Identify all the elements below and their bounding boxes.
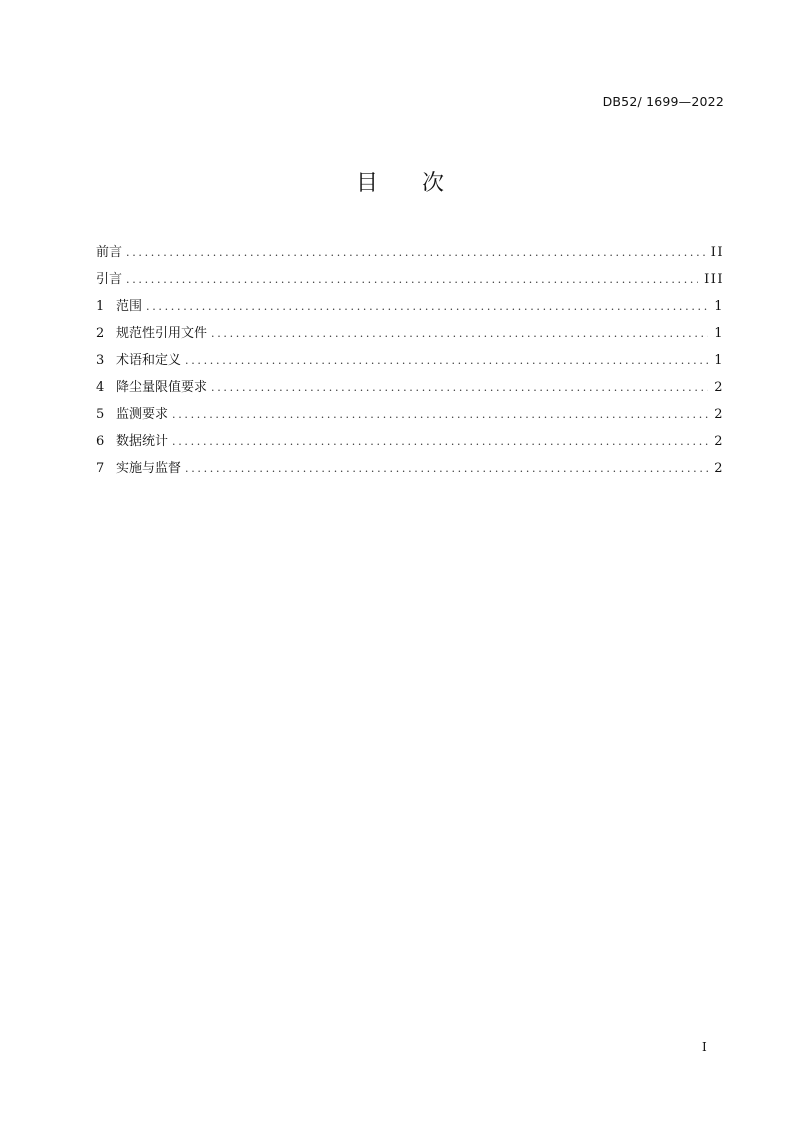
- toc-entry-data-statistics[interactable]: [96, 428, 724, 455]
- toc-page-number: II: [710, 245, 724, 260]
- document-code: DB52/ 1699—2022: [602, 94, 724, 109]
- toc-page-number: III: [704, 272, 724, 287]
- toc-leader-dots: [172, 428, 708, 455]
- toc-section-number: 7: [96, 461, 105, 476]
- toc-label: 范围: [116, 299, 143, 314]
- toc-label: 前言: [96, 245, 123, 260]
- toc-section-number: 6: [96, 434, 105, 449]
- title-char-1: 目: [355, 171, 378, 196]
- toc-leader-dots: [126, 239, 705, 266]
- toc-label: 引言: [96, 272, 123, 287]
- toc-leader-dots: [146, 293, 708, 320]
- toc-page-number: 2: [714, 380, 724, 395]
- toc-leader-dots: [211, 320, 708, 347]
- toc-entry-monitoring[interactable]: [96, 401, 724, 428]
- toc-entry-implementation[interactable]: [96, 455, 724, 482]
- toc-label: 数据统计: [116, 434, 169, 449]
- toc-page-number: 2: [714, 407, 724, 422]
- toc-section-number: 3: [96, 353, 105, 368]
- toc-entry-normative-references[interactable]: [96, 320, 724, 347]
- page-title: [0, 166, 800, 197]
- toc-label: 降尘量限值要求: [116, 380, 208, 395]
- toc-label: 实施与监督: [116, 461, 182, 476]
- toc-leader-dots: [172, 401, 708, 428]
- toc-page-number: 1: [714, 299, 724, 314]
- toc-leader-dots: [185, 455, 708, 482]
- toc-label: 规范性引用文件: [116, 326, 208, 341]
- toc-section-number: 5: [96, 407, 105, 422]
- table-of-contents: [96, 239, 724, 482]
- toc-page-number: 1: [714, 353, 724, 368]
- toc-leader-dots: [185, 347, 708, 374]
- toc-page-number: 2: [714, 434, 724, 449]
- toc-section-number: 2: [96, 326, 105, 341]
- toc-entry-scope[interactable]: [96, 293, 724, 320]
- toc-entry-introduction[interactable]: [96, 266, 724, 293]
- toc-label: 监测要求: [116, 407, 169, 422]
- toc-section-number: 4: [96, 380, 105, 395]
- toc-page-number: 1: [714, 326, 724, 341]
- toc-leader-dots: [126, 266, 698, 293]
- toc-entry-dustfall-limits[interactable]: [96, 374, 724, 401]
- toc-leader-dots: [211, 374, 708, 401]
- toc-page-number: 2: [714, 461, 724, 476]
- toc-entry-foreword[interactable]: [96, 239, 724, 266]
- toc-section-number: 1: [96, 299, 105, 314]
- toc-label: 术语和定义: [116, 353, 182, 368]
- toc-entry-terms-definitions[interactable]: [96, 347, 724, 374]
- title-char-2: 次: [422, 171, 445, 196]
- page-number: I: [702, 1040, 707, 1054]
